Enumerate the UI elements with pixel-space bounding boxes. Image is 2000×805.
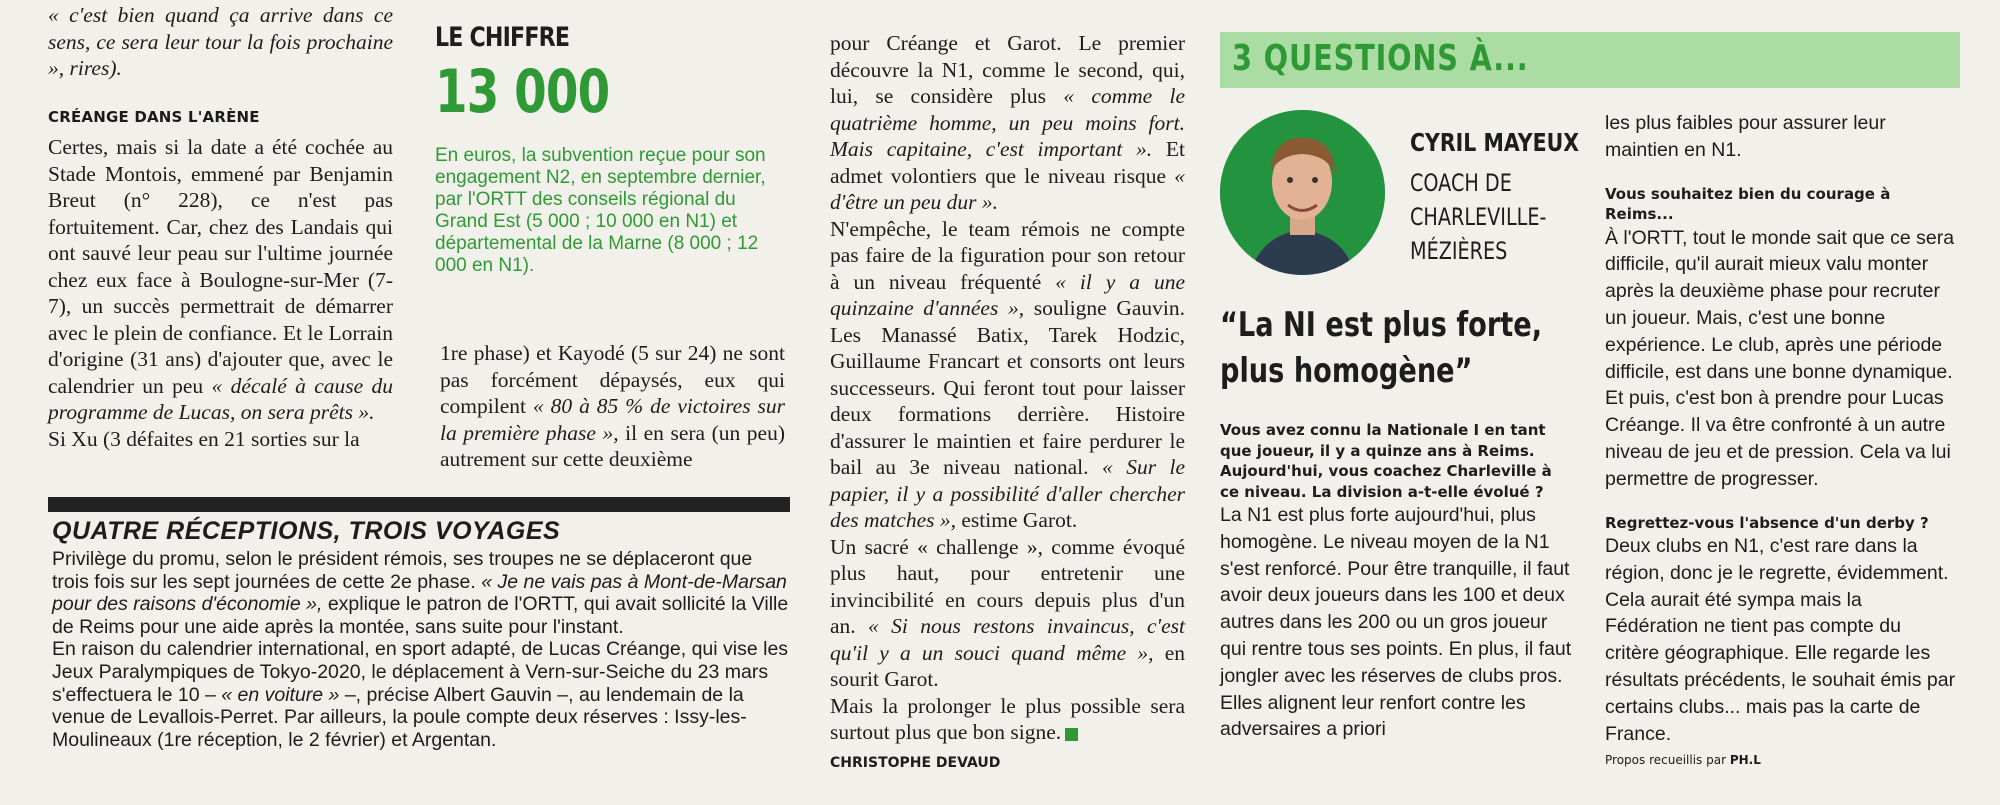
questions-header (1220, 32, 1960, 88)
end-mark-icon (1065, 728, 1078, 741)
question: Vous souhaitez bien du courage à Reims... (1605, 184, 1891, 224)
coach-name: CYRIL MAYEUX (1410, 128, 1580, 157)
answer-continued: les plus faibles pour assurer leur maintien en N1. (1605, 112, 1886, 161)
headline-quote: “La NI est plus forte, plus homogène” (1220, 305, 1543, 391)
answer: Deux clubs en N1, c'est rare dans la région, donc je le regrette, évidemment. Cela aurait été sympa mais la Fédération ne tient pas compte du critère géographique. Elle regarde les résultats précédents, le souhait émis par certains clubs... mais pas la carte de France. (1605, 535, 1956, 745)
chiffre-number: 13 000 (435, 57, 610, 127)
paragraph: « c'est bien quand ça arrive dans ce sens, ce sera leur tour la fois prochaine », rires). (48, 3, 393, 80)
article-column-1 (48, 0, 393, 452)
paragraph: 1re phase) et Kayodé (5 sur 24) ne sont pas forcément dépaysés, eux qui compilent « 80 à 85 % de victoires sur la première phase », il en sera (un peu) autrement sur cette deuxième (440, 341, 786, 471)
author-signature: CHRISTOPHE DEVAUD (830, 754, 1001, 771)
paragraph: Si Xu (3 défaites en 21 sorties sur la (48, 426, 360, 451)
coach-role: COACH DE CHARLEVILLE-MÉZIÈRES (1410, 169, 1547, 265)
article-column-2 (440, 340, 785, 473)
paragraph: N'empêche, le team rémois ne compte pas faire de la figuration pour son retour à un niveau fréquenté « il y a une quinzaine d'années », souligne Gauvin. Les Manassé Batix, Tarek Hodzic, Guillaume Francart et consorts ont leurs successeurs. Qui feront tout pour laisser deux formations derrière. Histoire d'assurer le maintien et faire perdurer le bail au 3e niveau national. « Sur le papier, il y a possibilité d'aller chercher des matches », estime Garot. (830, 216, 1186, 532)
bottom-text: Privilège du promu, selon le président rémois, ses troupes ne se déplaceront que trois fois sur les sept journées de cette 2e phase. « Je ne vais pas à Mont-de-Marsan pour des raisons d'économie », explique le patron de l'ORTT, qui avait sollicité la Ville de Reims pour une aide après la montée, sans suite pour l'instant. En raison du calendrier international, en sport adapté, de Lucas Créange, qui vise les Jeux Paralympiques de Tokyo-2020, le déplacement à Vern-sur-Seiche du 23 mars s'effectuera le 10 – « en voiture » –, précise Albert Gauvin –, au lendemain de la venue de Levallois-Perret. Par ailleurs, la poule compte deux réserves : Issy-les-Moulineaux (1re réception, le 2 février) et Argentan. (52, 548, 789, 751)
section-kicker: CRÉANGE DANS L'ARÈNE (48, 107, 260, 126)
paragraph: Un sacré « challenge », comme évoqué plus haut, pour entretenir une invincibilité en cours depuis plus d'un an. « Si nous restons invaincus, c'est qu'il y a un souci quand même », en sourit Garot. (830, 534, 1186, 691)
le-chiffre-box (435, 0, 785, 277)
questions-header-label: 3 QUESTIONS À... (1232, 38, 1529, 79)
paragraph: Certes, mais si la date a été cochée au Stade Montois, emmené par Benjamin Breut (n° 228), ce n'est pas fortuitement. Car, chez des Landais qui ont sauvé leur peau sur l'ultime journée chez eux face à Boulogne-sur-Mer (7-7), un succès permettrait de démarrer avec le plein de confiance. Et le Lorrain d'origine (31 ans) d'ajouter que, avec le calendrier un peu « décalé à cause du programme de Lucas, on sera prêts ». (48, 135, 394, 424)
credit-line: Propos recueillis par PH.L (1605, 753, 1761, 768)
bottom-title: QUATRE RÉCEPTIONS, TROIS VOYAGES (52, 517, 561, 545)
interview-column-2 (1605, 110, 1960, 767)
coach-photo (1220, 110, 1385, 275)
answer: À l'ORTT, tout le monde sait que ce sera difficile, qu'il aurait mieux valu monter après la deuxième phase pour recruter un joueur. Mais, c'est une bonne expérience. Le club, après une période difficile, est dans une bonne dynamique. Et puis, c'est bon à prendre pour Lucas Créange. Il va être confronté à un autre niveau de jeu et de pression. Cela va lui permettre de progresser. (1605, 226, 1955, 490)
chiffre-text: En euros, la subvention reçue pour son engagement N2, en septembre dernier, par l'ORTT des conseils régional du Grand Est (5 000 ; 10 000 en N1) et départemental de la Marne (8 000 ; 12 000 en N1). (435, 145, 766, 276)
chiffre-label: LE CHIFFRE (435, 22, 570, 53)
interview-column-1 (1220, 420, 1575, 743)
article-column-3 (830, 30, 1185, 776)
question: Vous avez connu la Nationale I en tant que joueur, il y a quinze ans à Reims. Aujourd'hui, vous coachez Charleville à ce niveau. La division a-t-elle évolué ? (1220, 421, 1552, 501)
paragraph: Mais la prolonger le plus possible sera surtout plus que bon signe. (830, 693, 1185, 744)
paragraph: pour Créange et Garot. Le premier découvre la N1, comme le second, qui, lui, se considère plus « comme le quatrième homme, un peu moins fort. Mais capitaine, c'est important ». Et admet volontiers que le niveau risque « d'être un peu dur ». (830, 31, 1186, 214)
answer: La N1 est plus forte aujourd'hui, plus homogène. Le niveau moyen de la N1 s'est renforcé. Pour être tranquille, il faut avoir deux joueurs dans les 100 et deux autres dans les 200 ou un gros joueur qui rentre tous ses points. En plus, il faut jongler avec les réserves de clubs pros. Elles alignent leur renfort contre les adversaires a priori (1220, 504, 1572, 741)
bottom-article (52, 517, 792, 751)
question: Regrettez-vous l'absence d'un derby ? (1605, 513, 1929, 532)
section-divider (48, 497, 790, 512)
